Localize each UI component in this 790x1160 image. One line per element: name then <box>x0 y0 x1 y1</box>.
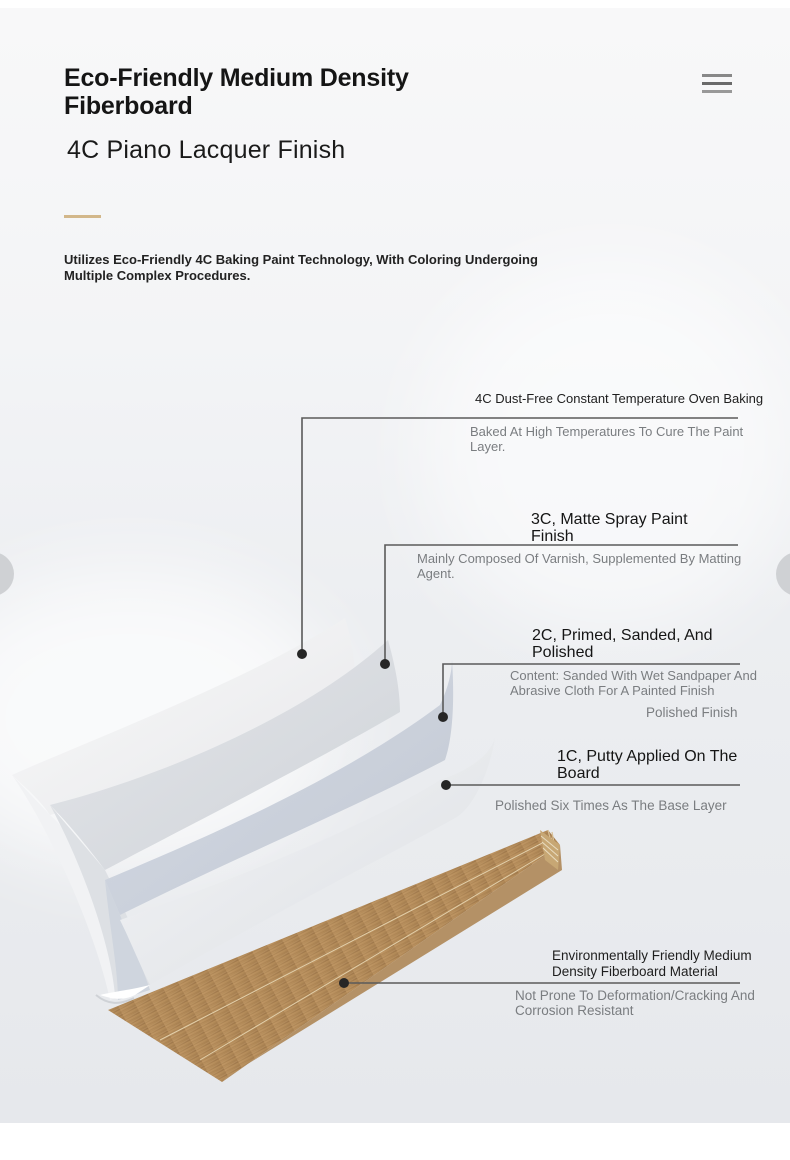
board-detail: Not Prone To Deformation/Cracking And Corrosion Resistant <box>515 988 755 1018</box>
marker-dot-board <box>339 978 349 988</box>
layer-4c-label: 4C Dust-Free Constant Temperature Oven Baking <box>475 391 764 406</box>
page-title: Eco-Friendly Medium Density Fiberboard <box>64 64 409 120</box>
layer-3c-detail: Mainly Composed Of Varnish, Supplemented By Matting Agent. <box>417 551 742 581</box>
page-subtitle: 4C Piano Lacquer Finish <box>67 136 346 164</box>
page-description: Utilizes Eco-Friendly 4C Baking Paint Technology, With Coloring Undergoing Multiple Complex Procedures. <box>64 252 538 283</box>
board-label: Environmentally Friendly Medium Density Fiberboard Material <box>552 948 752 979</box>
layer-1c-label: 1C, Putty Applied On The Board <box>557 748 738 782</box>
marker-dot-2c <box>438 712 448 722</box>
marker-dot-4c <box>297 649 307 659</box>
layer-2c-detail: Content: Sanded With Wet Sandpaper And Abrasive Cloth For A Painted Finish <box>510 668 757 698</box>
layer-3c-label: 3C, Matte Spray Paint Finish <box>531 511 688 545</box>
marker-dot-1c <box>441 780 451 790</box>
accent-divider <box>64 215 101 218</box>
layer-2c-extra: Polished Finish <box>646 705 738 720</box>
layer-1c-detail: Polished Six Times As The Base Layer <box>495 798 727 813</box>
menu-icon[interactable] <box>702 74 732 96</box>
marker-dot-3c <box>380 659 390 669</box>
layer-4c-detail: Baked At High Temperatures To Cure The Paint Layer. <box>470 424 744 454</box>
layer-2c-label: 2C, Primed, Sanded, And Polished <box>532 627 713 661</box>
